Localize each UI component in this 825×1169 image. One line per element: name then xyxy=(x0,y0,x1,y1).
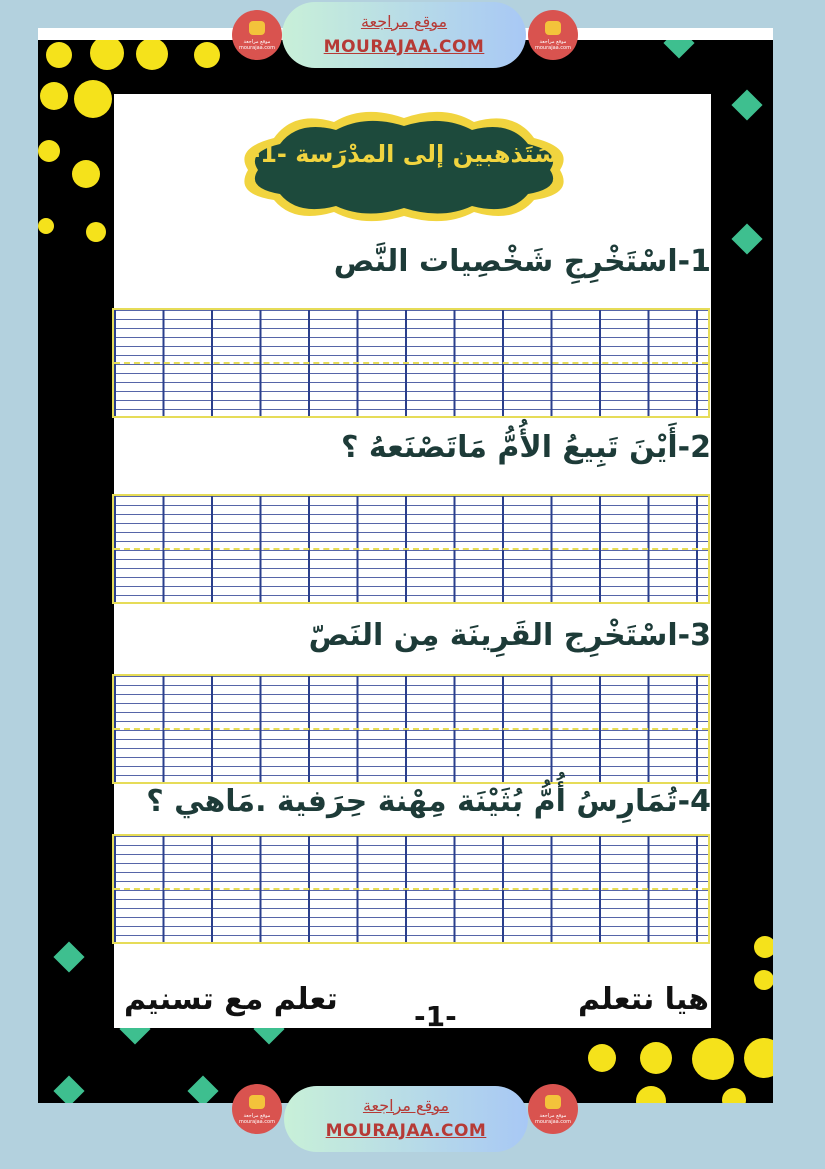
decor-dot xyxy=(588,1044,616,1072)
decor-dot xyxy=(136,40,168,70)
answer-grid-1[interactable] xyxy=(112,308,710,418)
site-badge-bottom[interactable] xyxy=(284,1086,528,1152)
question-1: 1-اسْتَخْرِجِ شَخْصِيات النَّص xyxy=(333,244,711,279)
site-logo-icon: موقع مراجعة mourajaa.com xyxy=(528,10,578,60)
site-logo-icon: موقع مراجعة mourajaa.com xyxy=(232,1084,282,1134)
site-name-arabic[interactable]: موقع مراجعة xyxy=(362,1096,450,1115)
decor-dot xyxy=(46,42,72,68)
decor-dot xyxy=(38,218,54,234)
decor-dot xyxy=(640,1042,672,1074)
decor-dot xyxy=(74,80,112,118)
site-name-arabic[interactable]: موقع مراجعة xyxy=(360,12,448,31)
site-logo-icon: موقع مراجعة mourajaa.com xyxy=(232,10,282,60)
decor-diamond xyxy=(731,223,762,254)
footer-right-text: هيا نتعلم xyxy=(578,982,709,1017)
decor-dot xyxy=(72,160,100,188)
question-3: 3-اسْتَخْرِج القَرِينَة مِن النَصّ xyxy=(308,618,711,653)
decor-diamond xyxy=(731,89,762,120)
decor-dot xyxy=(744,1038,773,1078)
decor-diamond xyxy=(53,1075,84,1103)
site-name-latin[interactable]: MOURAJAA.COM xyxy=(325,1121,487,1141)
decor-dot xyxy=(692,1038,734,1080)
site-name-latin[interactable]: MOURAJAA.COM xyxy=(323,37,485,57)
footer-left-text: تعلم مع تسنيم xyxy=(124,982,338,1017)
decor-dot xyxy=(40,82,68,110)
question-4: 4-تُمَارِسُ أُمُّ بُثَيْنَة مِهْنة حِرَفية .مَاهي ؟ xyxy=(146,784,711,819)
decor-dot xyxy=(194,42,220,68)
decor-dot xyxy=(38,140,60,162)
page-number: -1- xyxy=(414,1000,457,1033)
decor-dot xyxy=(722,1088,746,1103)
decor-dot xyxy=(754,936,773,958)
decor-dot xyxy=(754,970,773,990)
answer-grid-3[interactable] xyxy=(112,674,710,784)
decor-diamond xyxy=(187,1075,218,1103)
decor-dot xyxy=(90,40,124,70)
answer-grid-2[interactable] xyxy=(112,494,710,604)
decor-diamond xyxy=(53,941,84,972)
site-logo-icon: موقع مراجعة mourajaa.com xyxy=(528,1084,578,1134)
answer-grid-4[interactable] xyxy=(112,834,710,944)
decor-diamond xyxy=(663,40,694,59)
site-badge-top[interactable] xyxy=(282,2,526,68)
worksheet-title: سَتَذهبين إلى المدْرَسة -1- xyxy=(250,140,558,168)
question-2: 2-أَيْنَ تَبِيعُ الأُمُّ مَاتَصْنَعهُ ؟ xyxy=(341,430,711,465)
decor-dot xyxy=(636,1086,666,1103)
decor-dot xyxy=(86,222,106,242)
